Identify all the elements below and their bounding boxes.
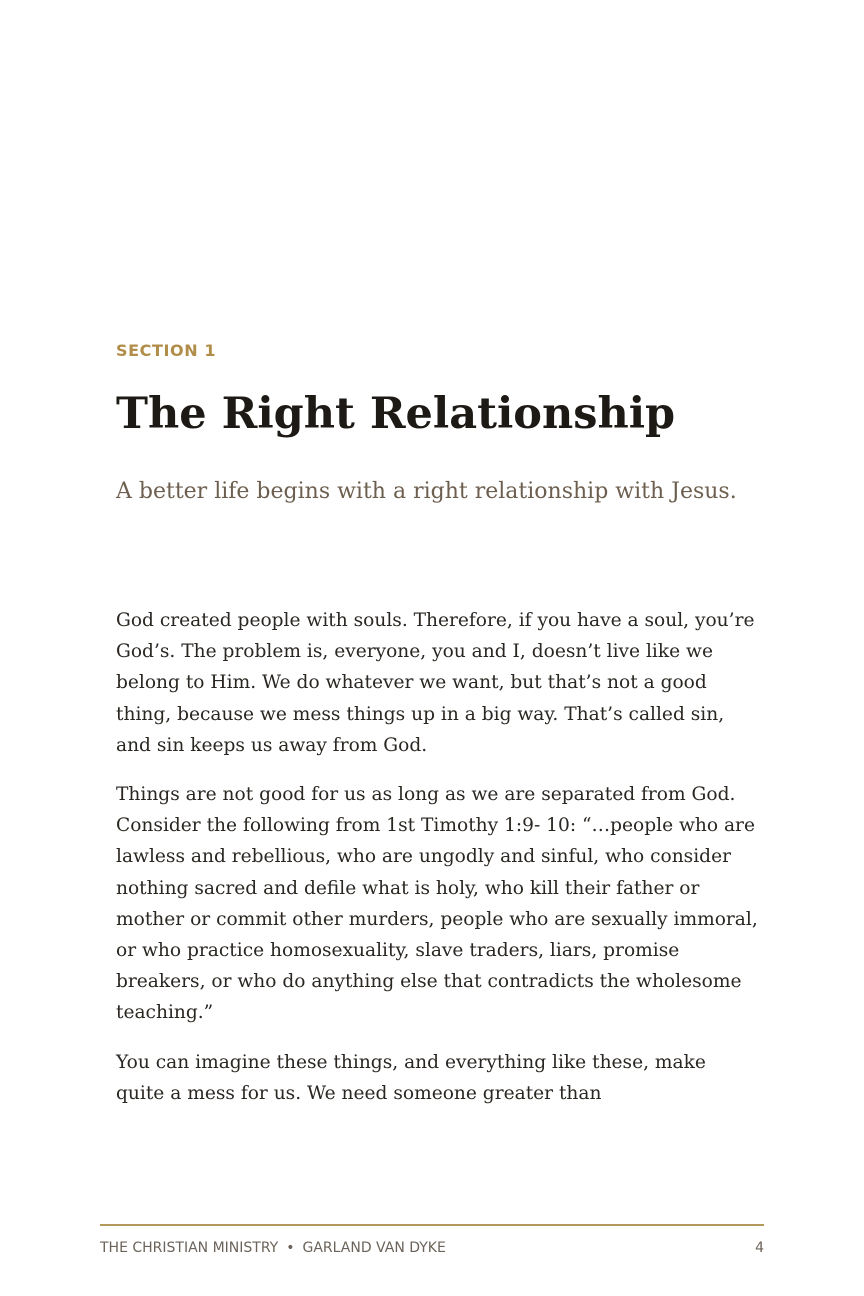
footer-running-head (100, 1240, 446, 1256)
section-title: The Right Relationship (116, 389, 676, 439)
footer-ministry: THE CHRISTIAN MINISTRY (100, 1240, 279, 1256)
footer-divider (100, 1224, 764, 1226)
section-subtitle: A better life begins with a right relationship with Jesus. (116, 479, 737, 504)
body-paragraph: You can imagine these things, and everything like these, make quite a mess for us. We need someone greater than (116, 1051, 706, 1104)
footer-separator: • (286, 1240, 295, 1256)
body-paragraph: God created people with souls. Therefore, if you have a soul, you’re God’s. The problem is, everyone, you and I, doesn’t live like we belong to Him. We do whatever we want, but that’s not a good thing, because we mess things up in a big way. That’s called sin, and sin keeps us away from God. (116, 610, 755, 756)
body-paragraph: Things are not good for us as long as we are separated from God. Consider the following from 1st Timothy 1:9- 10: “…people who are lawless and rebellious, who are ungodly and sinful, who consider nothing sacred and defile what is holy, who kill their father or mother or commit other murders, people who are sexually immoral, or who practice homosexuality, slave traders, liars, promise breakers, or who do anything else that contradicts the wholesome teaching.” (116, 784, 758, 1024)
page-number: 4 (755, 1240, 764, 1256)
section-label: SECTION 1 (116, 341, 217, 360)
footer-author: GARLAND VAN DYKE (302, 1240, 446, 1256)
body-text (116, 605, 758, 1127)
